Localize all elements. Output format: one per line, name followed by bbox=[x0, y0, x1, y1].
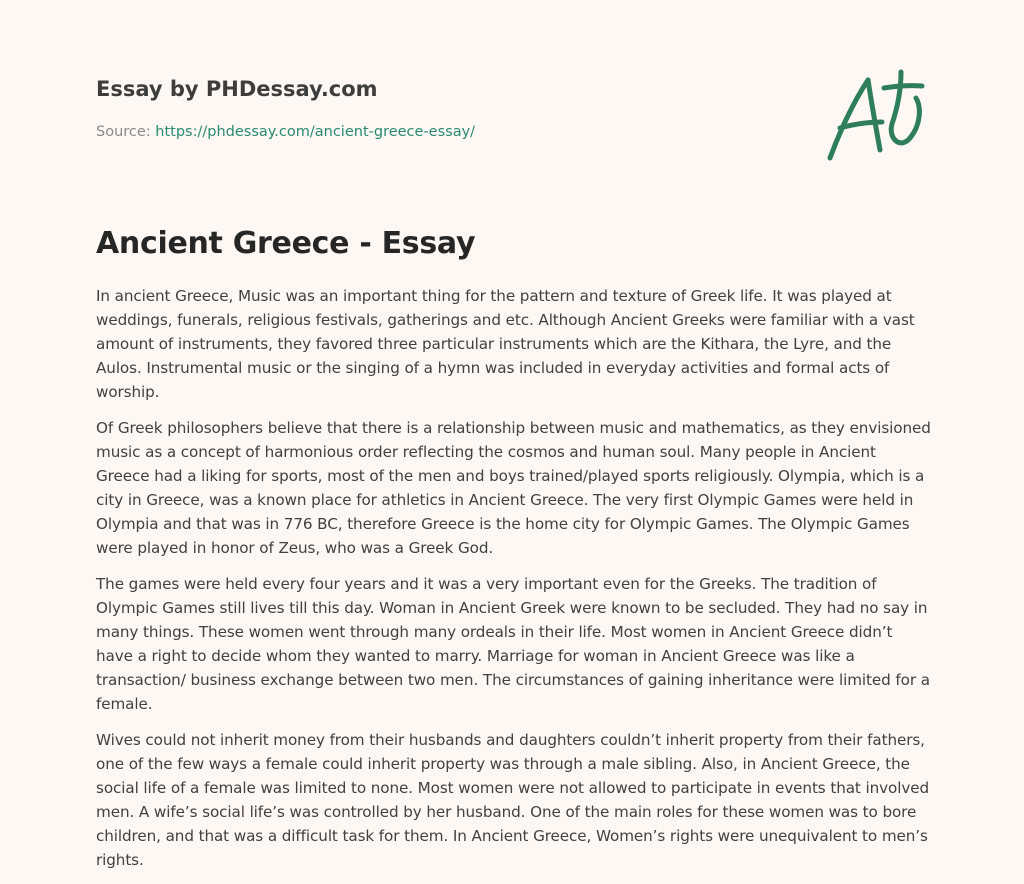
source-line bbox=[96, 122, 796, 142]
a-plus-logo-icon bbox=[822, 66, 932, 166]
essay-title: Ancient Greece - Essay bbox=[96, 226, 476, 261]
essay-paragraph: Wives could not inherit money from their husbands and daughters couldn’t inherit property from their fathers, one of the few ways a female could inherit property was through a male sibling. Also, in Ancient Greece, the social life of a female was limited to none. Most women were not allowed to participate in events that involved men. A wife’s social life’s was controlled by her husband. One of the main roles for these women was to bore children, and that was a difficult task for them. In Ancient Greece, Women’s rights were unequivalent to men’s rights. bbox=[96, 731, 930, 869]
essay-paragraph: The games were held every four years and it was a very important even for the Greeks. The tradition of Olympic Games still lives till this day. Woman in Ancient Greek were known to be secluded. They had no say in many things. These women went through many ordeals in their life. Most women in Ancient Greece didn’t have a right to decide whom they wanted to marry. Marriage for woman in Ancient Greece was like a transaction/ business exchange between two men. The circumstances of gaining inheritance were limited for a female. bbox=[96, 575, 930, 713]
essay-body bbox=[96, 284, 931, 884]
essay-paragraph: Of Greek philosophers believe that there is a relationship between music and mathematics, as they envisioned music as a concept of harmonious order reflecting the cosmos and human soul. Many people in Ancient Greece had a liking for sports, most of the men and boys trained/played sports religiously. Olympia, which is a city in Greece, was a known place for athletics in Ancient Greece. The very first Olympic Games were held in Olympia and that was in 776 BC, therefore Greece is the home city for Olympic Games. The Olympic Games were played in honor of Zeus, who was a Greek God. bbox=[96, 419, 931, 557]
essay-paragraph: In ancient Greece, Music was an important thing for the pattern and texture of Greek life. It was played at weddings, funerals, religious festivals, gatherings and etc. Although Ancient Greeks were familiar with a vast amount of instruments, they favored three particular instruments which are the Kithara, the Lyre, and the Aulos. Instrumental music or the singing of a hymn was included in everyday activities and formal acts of worship. bbox=[96, 287, 915, 401]
source-link[interactable]: https://phdessay.com/ancient-greece-essay/ bbox=[155, 124, 476, 140]
page-header bbox=[96, 74, 796, 142]
site-brand: Essay by PHDessay.com bbox=[96, 77, 378, 101]
source-label: Source: bbox=[96, 124, 151, 140]
